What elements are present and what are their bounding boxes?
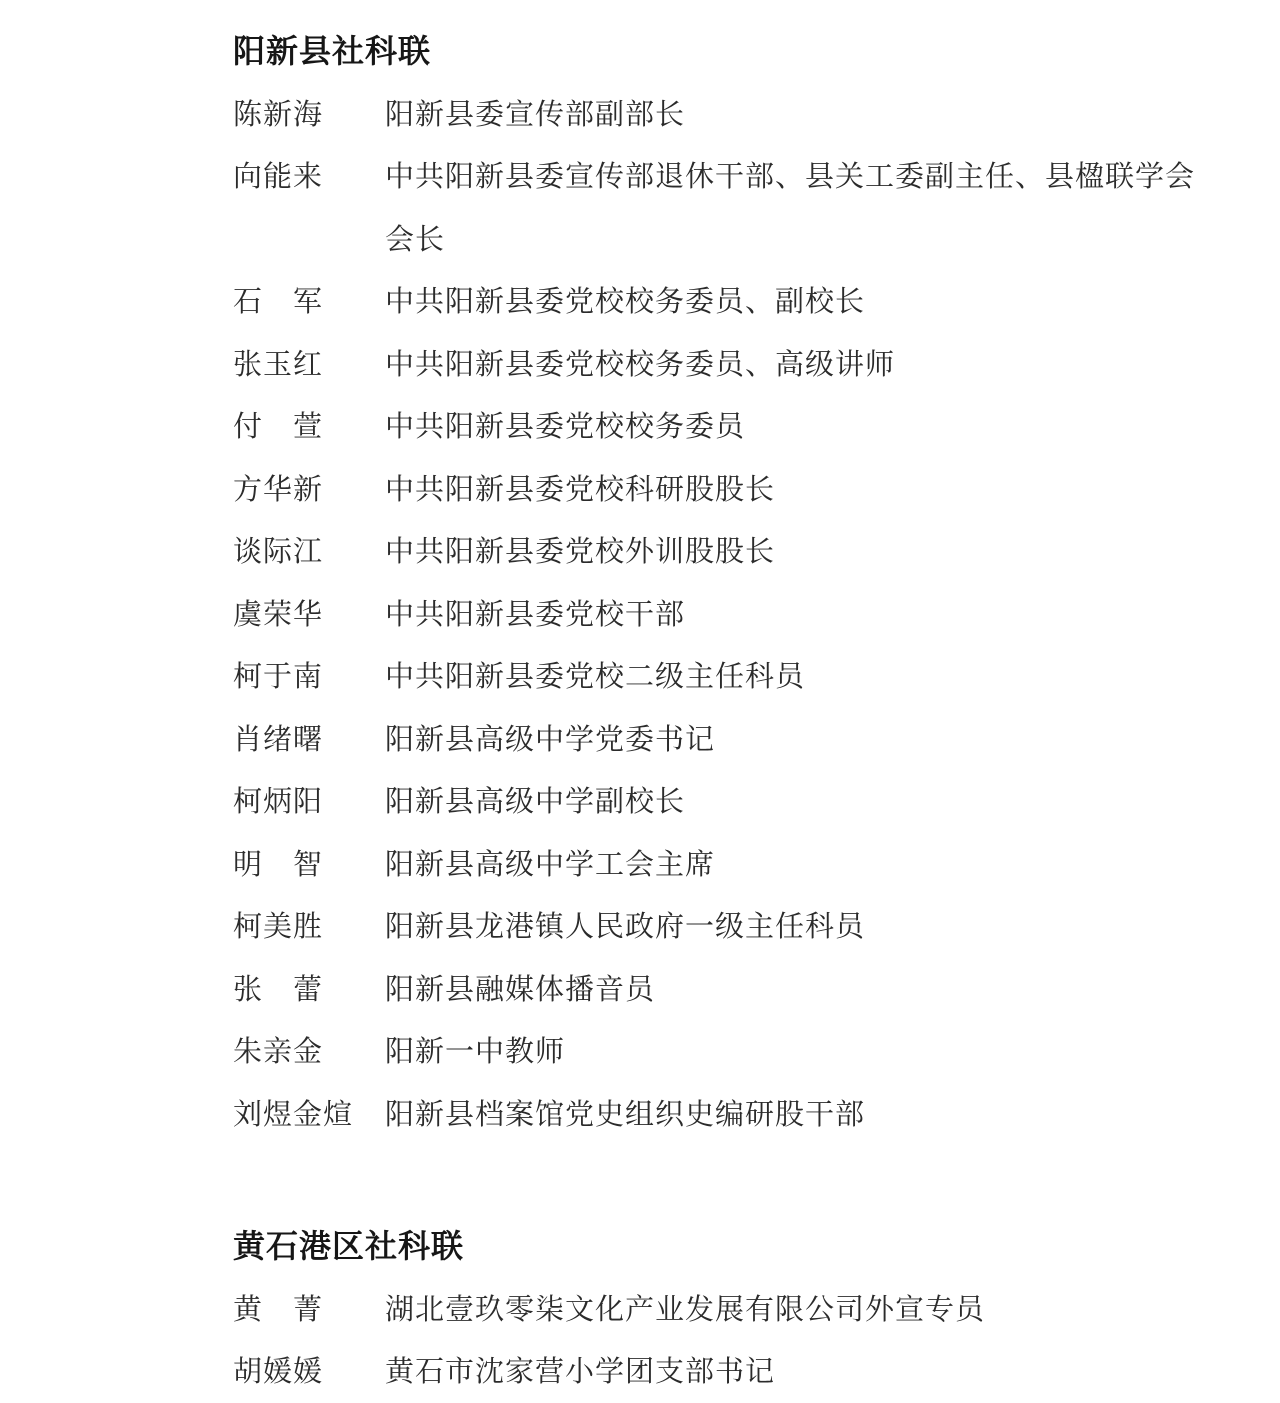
roster-row <box>233 1020 1210 1083</box>
person-name: 柯炳阳 <box>233 784 324 818</box>
person-name: 张 蕾 <box>233 971 324 1006</box>
person-name: 付 萱 <box>233 409 324 443</box>
person-title: 中共阳新县委党校校务委员、副校长 <box>385 284 866 318</box>
roster-section <box>233 20 1210 1145</box>
person-name: 虞荣华 <box>233 596 324 631</box>
section-entries <box>233 83 1210 1146</box>
roster-row <box>233 708 1210 771</box>
roster-row <box>233 1340 1210 1403</box>
person-name: 张玉红 <box>233 346 324 381</box>
person-name: 朱亲金 <box>233 1034 324 1068</box>
roster-row <box>233 645 1210 708</box>
person-title: 中共阳新县委党校校务委员 <box>385 409 746 443</box>
section-heading: 阳新县社科联 <box>233 32 432 70</box>
roster-row <box>233 770 1210 833</box>
person-title: 阳新县龙港镇人民政府一级主任科员 <box>385 909 866 943</box>
roster-row <box>233 458 1210 521</box>
roster-row <box>233 333 1210 396</box>
roster-row <box>233 1278 1210 1341</box>
roster-row <box>233 520 1210 583</box>
roster-row <box>233 583 1210 646</box>
person-title: 中共阳新县委党校科研股股长 <box>385 471 776 506</box>
person-title: 黄石市沈家营小学团支部书记 <box>385 1354 776 1388</box>
person-title: 中共阳新县委党校二级主任科员 <box>385 659 806 693</box>
roster-row <box>233 395 1210 458</box>
person-name: 明 智 <box>233 846 324 881</box>
person-name: 刘煜金煊 <box>233 1096 354 1131</box>
roster-row <box>233 958 1210 1021</box>
roster-row <box>233 270 1210 333</box>
person-title: 阳新县融媒体播音员 <box>385 971 656 1006</box>
section-heading: 黄石港区社科联 <box>233 1227 465 1265</box>
section-entries <box>233 1278 1210 1403</box>
person-name: 方华新 <box>233 471 324 506</box>
person-name: 胡媛媛 <box>233 1354 324 1388</box>
person-name: 柯于南 <box>233 659 324 693</box>
person-title: 湖北壹玖零柒文化产业发展有限公司外宣专员 <box>385 1291 986 1326</box>
person-title: 阳新县委宣传部副部长 <box>385 96 686 131</box>
person-title: 中共阳新县委宣传部退休干部、县关工委副主任、县楹联学会会长 <box>385 159 1196 256</box>
roster-section <box>233 1215 1210 1403</box>
person-name: 石 军 <box>233 284 324 318</box>
person-title: 阳新一中教师 <box>385 1034 566 1068</box>
roster-row <box>233 145 1210 270</box>
person-title: 阳新县档案馆党史组织史编研股干部 <box>385 1096 866 1131</box>
person-title: 阳新县高级中学工会主席 <box>385 846 716 881</box>
person-title: 中共阳新县委党校外训股股长 <box>385 534 776 568</box>
person-name: 黄 菁 <box>233 1291 324 1326</box>
roster-row <box>233 1083 1210 1146</box>
person-name: 柯美胜 <box>233 909 324 943</box>
roster-row <box>233 895 1210 958</box>
person-name: 肖绪曙 <box>233 721 324 756</box>
person-title: 中共阳新县委党校干部 <box>385 596 686 631</box>
person-name: 谈际江 <box>233 534 324 568</box>
person-title: 阳新县高级中学副校长 <box>385 784 686 818</box>
roster-row <box>233 833 1210 896</box>
person-title: 阳新县高级中学党委书记 <box>385 721 716 756</box>
person-name: 陈新海 <box>233 96 324 131</box>
person-title: 中共阳新县委党校校务委员、高级讲师 <box>385 346 896 381</box>
roster-row <box>233 83 1210 146</box>
person-name: 向能来 <box>233 159 324 193</box>
